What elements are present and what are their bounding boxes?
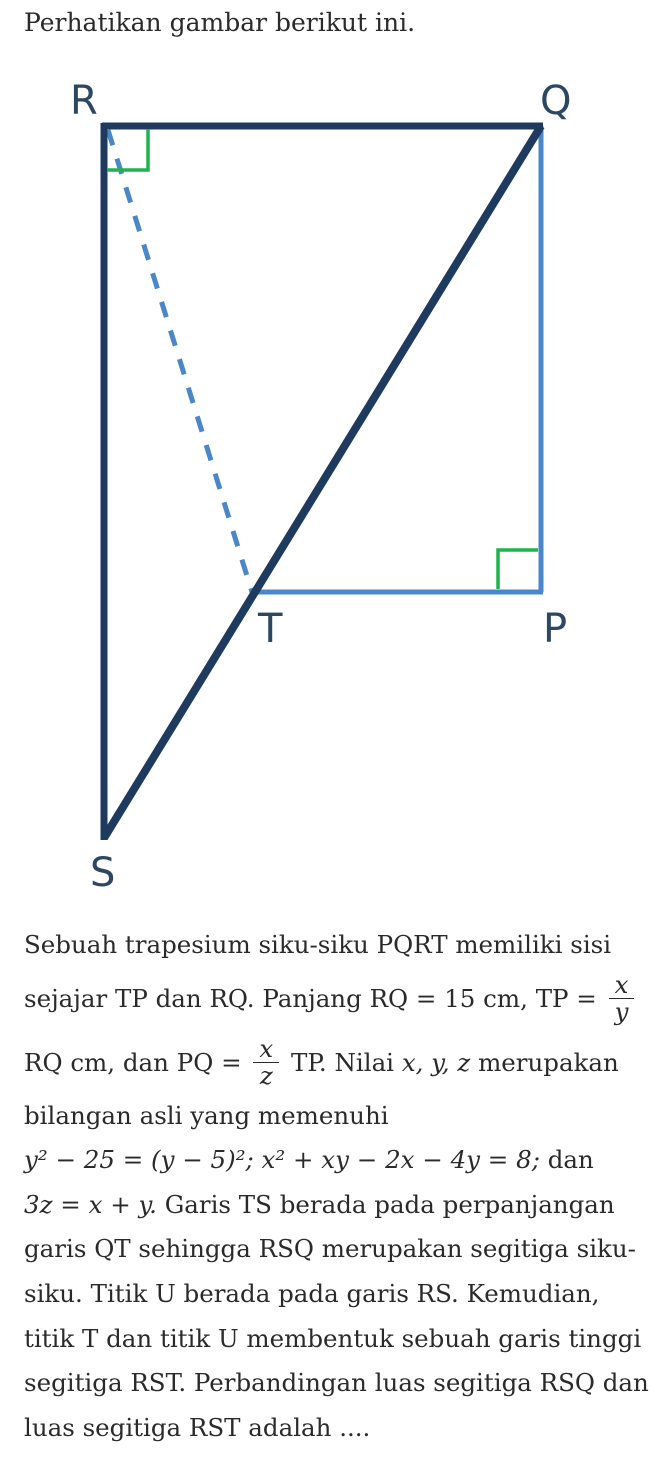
label-T: T	[258, 606, 283, 652]
problem-line-3: RQ cm, dan PQ = $\frac{x}{z}$ TP. Nilai x, y, z merupakan	[24, 1033, 619, 1090]
fraction-x-over-y: $\frac{x}{y}$	[609, 972, 635, 1025]
right-angle-P-marker	[498, 550, 538, 589]
label-Q: Q	[540, 78, 572, 124]
rq-equation: RQ = 15 cm, TP =	[369, 983, 597, 1013]
problem-line-1: Sebuah trapesium siku-siku PQRT memiliki sisi	[24, 930, 612, 959]
problem-line-10: segitiga RST. Perbandingan luas segitiga RSQ dan	[24, 1368, 649, 1398]
problem-line-6: 3z = x + y. Garis TS berada pada perpanjangan	[24, 1189, 615, 1219]
problem-line-9: titik T dan titik U membentuk sebuah garis tinggi	[24, 1323, 642, 1353]
label-S: S	[90, 850, 116, 896]
problem-line-11: luas segitiga RST adalah ....	[24, 1412, 371, 1442]
fraction-x-over-z: $\frac{x}{z}$	[253, 1036, 279, 1089]
problem-line-2: sejajar TP dan RQ. Panjang RQ = 15 cm, TP = $\frac{x}{y}$	[24, 960, 649, 1038]
label-P: P	[543, 606, 568, 652]
label-R: R	[70, 78, 98, 124]
segment-QS	[104, 126, 541, 838]
problem-line-5: y² − 25 = (y − 5)²; x² + xy − 2x − 4y = 8; dan	[24, 1145, 594, 1175]
equation-3z: 3z = x + y.	[24, 1189, 157, 1219]
trapezoid-figure	[0, 60, 663, 900]
equation-system: y² − 25 = (y − 5)²; x² + xy − 2x − 4y = 8;	[24, 1145, 540, 1175]
right-angle-R-marker	[107, 129, 148, 170]
problem-line-4: bilangan asli yang memenuhi	[24, 1100, 389, 1130]
problem-paragraph	[24, 923, 649, 1450]
segment-RT-dashed	[108, 130, 252, 592]
intro-text: Perhatikan gambar berikut ini.	[24, 8, 416, 37]
problem-line-7: garis QT sehingga RSQ merupakan segitiga siku-	[24, 1234, 636, 1264]
problem-line-8: siku. Titik U berada pada garis RS. Kemudian,	[24, 1278, 600, 1308]
pq-equation: PQ =	[176, 1047, 242, 1077]
